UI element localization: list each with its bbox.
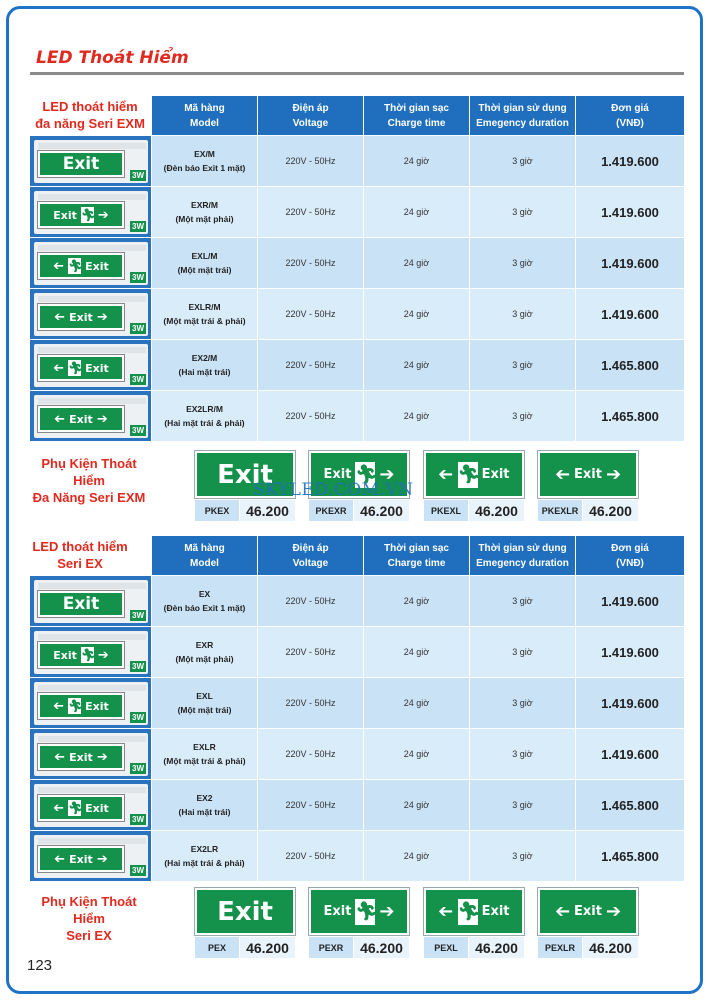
model-cell [151, 729, 257, 779]
arrow-left-icon: ➔ [53, 698, 65, 714]
exit-text: Exit [69, 412, 93, 426]
fixture-bar [38, 736, 146, 742]
accessory-code: PEX [195, 937, 239, 958]
running-man-icon: 🏃︎ [458, 462, 478, 488]
model-code: EXL/M [191, 251, 218, 261]
model-cell [151, 136, 257, 186]
exit-text: Exit [62, 594, 100, 614]
model-cell [151, 340, 257, 390]
product-thumbnail [34, 631, 148, 674]
product-image-cell [29, 831, 151, 881]
model-cell [151, 391, 257, 441]
arrow-right-icon: ➔ [96, 851, 108, 867]
table-row [29, 187, 684, 238]
exit-text: Exit [85, 699, 109, 713]
header-model [151, 96, 257, 135]
wattage-badge: 3W [132, 273, 144, 282]
model-desc: (Một mặt phải) [175, 654, 234, 664]
accessory-item [424, 451, 524, 521]
header-voltage-en: Voltage [292, 117, 329, 129]
running-man-icon: 🏃︎ [68, 801, 84, 815]
product-thumbnail [34, 140, 148, 183]
exit-sign [38, 744, 124, 770]
product-thumbnail [34, 191, 148, 234]
price-cell: 1.419.600 [575, 238, 684, 288]
price-cell: 1.465.800 [575, 831, 684, 881]
wattage-badge: 3W [132, 426, 144, 435]
model-desc: (Một mặt trái & phải) [163, 316, 246, 326]
product-thumbnail [34, 733, 148, 776]
accessory-code: PEXR [309, 937, 353, 958]
exit-text: Exit [574, 467, 602, 482]
accessories1-title-line1: Phụ Kiện Thoát Hiểm [41, 456, 137, 488]
table-row [29, 340, 684, 391]
header-price [575, 536, 684, 575]
exit-sign [38, 693, 124, 719]
exit-text: Exit [217, 896, 273, 927]
exit-text: Exit [53, 208, 77, 222]
running-man-icon: 🏃︎ [355, 462, 375, 488]
header-price-en: (VNĐ) [616, 557, 644, 569]
arrow-right-icon: ➔ [96, 749, 108, 765]
accessory-price: 46.200 [354, 937, 409, 958]
accessory-code: PEXLR [538, 937, 582, 958]
fixture-bar [38, 634, 146, 640]
table-row [29, 576, 684, 627]
accessory-code: PKEXLR [538, 500, 582, 521]
voltage-cell: 220V - 50Hz [257, 391, 363, 441]
header-duration [469, 96, 575, 135]
exit-text: Exit [69, 310, 93, 324]
exit-text: Exit [217, 459, 273, 490]
running-man-icon: 🏃︎ [355, 899, 375, 925]
arrow-right-icon: ➔ [379, 901, 395, 922]
accessory-code: PKEXR [309, 500, 353, 521]
exit-sign [38, 642, 124, 668]
header-model-en: Model [190, 117, 219, 129]
arrow-left-icon: ➔ [54, 749, 66, 765]
exit-text: Exit [85, 361, 109, 375]
header-duration-vi: Thời gian sử dụng [478, 102, 567, 114]
price-cell: 1.419.600 [575, 136, 684, 186]
model-desc: (Hai mặt trái) [178, 367, 231, 377]
header-price [575, 96, 684, 135]
accessory-item [424, 888, 524, 958]
running-man-icon: 🏃︎ [68, 259, 84, 273]
header-charge [363, 96, 469, 135]
exit-text: Exit [481, 467, 510, 482]
accessory-price: 46.200 [583, 500, 638, 521]
product-thumbnail [34, 835, 148, 878]
product-image-cell [29, 289, 151, 339]
wattage-badge: 3W [132, 611, 144, 620]
table-row [29, 627, 684, 678]
exit-sign [38, 795, 124, 821]
accessory-price: 46.200 [240, 937, 295, 958]
voltage-cell: 220V - 50Hz [257, 780, 363, 830]
exit-text: Exit [69, 852, 93, 866]
model-desc: (Hai mặt trái) [178, 807, 231, 817]
header-model-en: Model [190, 557, 219, 569]
header-charge [363, 536, 469, 575]
model-code: EX2LR/M [186, 404, 223, 414]
header-price-en: (VNĐ) [616, 117, 644, 129]
accessory-price: 46.200 [469, 500, 524, 521]
exit-text: Exit [53, 648, 77, 662]
model-code: EXLR/M [188, 302, 221, 312]
header-voltage-en: Voltage [292, 557, 329, 569]
arrow-left-icon: ➔ [53, 258, 65, 274]
fixture-bar [38, 245, 146, 251]
table-row [29, 678, 684, 729]
price-cell: 1.419.600 [575, 729, 684, 779]
duration-cell: 3 giờ [469, 136, 575, 186]
table-row [29, 831, 684, 882]
price-cell: 1.465.800 [575, 780, 684, 830]
charge-time-cell: 24 giờ [363, 340, 469, 390]
wattage-badge: 3W [132, 171, 144, 180]
table-row [29, 391, 684, 442]
voltage-cell: 220V - 50Hz [257, 831, 363, 881]
watermark: SKYLED.COM.VN [253, 480, 414, 500]
model-code: EX2 [196, 793, 213, 803]
accessories2-title-line1: Phụ Kiện Thoát Hiểm [41, 894, 137, 926]
product-image-cell [29, 780, 151, 830]
accessory-price: 46.200 [469, 937, 524, 958]
arrow-right-icon: ➔ [96, 309, 108, 325]
header-model [151, 536, 257, 575]
exit-text: Exit [481, 904, 510, 919]
charge-time-cell: 24 giờ [363, 831, 469, 881]
exit-sign [38, 253, 124, 279]
exit-sign [309, 888, 409, 935]
arrow-right-icon: ➔ [97, 207, 109, 223]
model-cell [151, 576, 257, 626]
model-code: EX2LR [190, 844, 219, 854]
voltage-cell: 220V - 50Hz [257, 187, 363, 237]
exit-sign [538, 888, 638, 935]
model-desc: (Đèn báo Exit 1 mặt) [163, 603, 246, 613]
arrow-right-icon: ➔ [605, 464, 622, 485]
header-charge-en: Charge time [387, 117, 446, 129]
model-desc: (Một mặt trái) [177, 265, 232, 275]
duration-cell: 3 giờ [469, 187, 575, 237]
exit-sign [38, 304, 124, 330]
fixture-bar [38, 685, 146, 691]
exit-sign [38, 355, 124, 381]
product-thumbnail [34, 242, 148, 285]
running-man-icon: 🏃︎ [80, 208, 97, 222]
header-voltage [257, 96, 363, 135]
arrow-left-icon: ➔ [54, 411, 66, 427]
fixture-bar [38, 143, 146, 149]
duration-cell: 3 giờ [469, 729, 575, 779]
model-cell [151, 627, 257, 677]
header-charge-vi: Thời gian sạc [384, 102, 449, 114]
charge-time-cell: 24 giờ [363, 627, 469, 677]
running-man-icon: 🏃︎ [458, 899, 478, 925]
product-thumbnail [34, 682, 148, 725]
table-row [29, 289, 684, 340]
table-header [29, 536, 684, 575]
model-code: EX [198, 589, 211, 599]
model-code: EX/M [194, 149, 215, 159]
duration-cell: 3 giờ [469, 340, 575, 390]
charge-time-cell: 24 giờ [363, 729, 469, 779]
voltage-cell: 220V - 50Hz [257, 238, 363, 288]
fixture-bar [38, 398, 146, 404]
exit-sign [38, 202, 124, 228]
exit-text: Exit [323, 467, 352, 482]
accessory-price: 46.200 [240, 500, 295, 521]
charge-time-cell: 24 giờ [363, 678, 469, 728]
accessory-item [309, 888, 409, 958]
model-code: EXL [196, 691, 213, 701]
fixture-bar [38, 296, 146, 302]
voltage-cell: 220V - 50Hz [257, 576, 363, 626]
model-desc: (Một mặt phải) [175, 214, 234, 224]
model-cell [151, 831, 257, 881]
duration-cell: 3 giờ [469, 831, 575, 881]
model-code: EXR [195, 640, 214, 650]
price-cell: 1.419.600 [575, 289, 684, 339]
arrow-left-icon: ➔ [54, 851, 66, 867]
fixture-bar [38, 347, 146, 353]
product-image-cell [29, 576, 151, 626]
product-thumbnail [34, 784, 148, 827]
charge-time-cell: 24 giờ [363, 187, 469, 237]
price-cell: 1.465.800 [575, 340, 684, 390]
header-duration-en: Emegency duration [476, 557, 569, 569]
wattage-badge: 3W [132, 324, 144, 333]
running-man-icon: 🏃︎ [68, 361, 84, 375]
header-model-vi: Mã hàng [184, 542, 225, 554]
table-row [29, 729, 684, 780]
model-code: EXLR [193, 742, 216, 752]
arrow-right-icon: ➔ [379, 464, 395, 485]
fixture-bar [38, 787, 146, 793]
charge-time-cell: 24 giờ [363, 780, 469, 830]
wattage-badge: 3W [132, 713, 144, 722]
section2-title-line1: LED thoát hiểm [32, 539, 128, 554]
header-voltage [257, 536, 363, 575]
product-thumbnail [34, 293, 148, 336]
exit-sign [38, 406, 124, 432]
charge-time-cell: 24 giờ [363, 576, 469, 626]
header-price-vi: Đơn giá [611, 102, 649, 114]
charge-time-cell: 24 giờ [363, 238, 469, 288]
model-cell [151, 780, 257, 830]
model-code: EXR/M [191, 200, 218, 210]
header-price-vi: Đơn giá [611, 542, 649, 554]
wattage-badge: 3W [132, 866, 144, 875]
product-thumbnail [34, 395, 148, 438]
header-charge-en: Charge time [387, 557, 446, 569]
price-cell: 1.419.600 [575, 187, 684, 237]
accessory-item [538, 888, 638, 958]
arrow-left-icon: ➔ [554, 464, 571, 485]
arrow-left-icon: ➔ [554, 901, 571, 922]
page-title: LED Thoát Hiểm [36, 48, 189, 68]
fixture-bar [38, 194, 146, 200]
wattage-badge: 3W [132, 662, 144, 671]
model-cell [151, 238, 257, 288]
duration-cell: 3 giờ [469, 576, 575, 626]
fixture-bar [38, 583, 146, 589]
accessories1-title-line2: Đa Năng Seri EXM [32, 490, 146, 505]
accessory-item [195, 888, 295, 958]
page-number: 123 [27, 957, 53, 974]
table-row [29, 780, 684, 831]
arrow-left-icon: ➔ [438, 464, 454, 485]
accessory-code: PEXL [424, 937, 468, 958]
arrow-right-icon: ➔ [96, 411, 108, 427]
header-duration [469, 536, 575, 575]
table-row [29, 136, 684, 187]
charge-time-cell: 24 giờ [363, 136, 469, 186]
product-thumbnail [34, 580, 148, 623]
header-voltage-vi: Điện áp [292, 102, 329, 114]
voltage-cell: 220V - 50Hz [257, 136, 363, 186]
table-row [29, 238, 684, 289]
duration-cell: 3 giờ [469, 627, 575, 677]
model-code: EX2/M [191, 353, 218, 363]
voltage-cell: 220V - 50Hz [257, 729, 363, 779]
exit-sign [38, 591, 124, 617]
exit-text: Exit [574, 904, 602, 919]
wattage-badge: 3W [132, 815, 144, 824]
voltage-cell: 220V - 50Hz [257, 627, 363, 677]
wattage-badge: 3W [132, 764, 144, 773]
header-voltage-vi: Điện áp [292, 542, 329, 554]
charge-time-cell: 24 giờ [363, 289, 469, 339]
arrow-left-icon: ➔ [54, 309, 66, 325]
model-desc: (Một mặt trái) [177, 705, 232, 715]
accessories1-title [30, 455, 148, 506]
model-cell [151, 678, 257, 728]
arrow-left-icon: ➔ [53, 800, 65, 816]
price-cell: 1.419.600 [575, 576, 684, 626]
running-man-icon: 🏃︎ [68, 699, 84, 713]
product-image-cell [29, 678, 151, 728]
section2-title-line2: Seri EX [57, 556, 103, 571]
header-duration-vi: Thời gian sử dụng [478, 542, 567, 554]
table-header [29, 96, 684, 135]
accessory-price: 46.200 [354, 500, 409, 521]
exit-sign [38, 151, 124, 177]
arrow-right-icon: ➔ [605, 901, 622, 922]
product-image-cell [29, 136, 151, 186]
exit-text: Exit [323, 904, 352, 919]
exit-sign [195, 888, 295, 935]
accessories2-title-line2: Seri EX [66, 928, 112, 943]
voltage-cell: 220V - 50Hz [257, 340, 363, 390]
duration-cell: 3 giờ [469, 289, 575, 339]
duration-cell: 3 giờ [469, 391, 575, 441]
model-desc: (Hai mặt trái & phải) [164, 418, 245, 428]
duration-cell: 3 giờ [469, 238, 575, 288]
running-man-icon: 🏃︎ [80, 648, 97, 662]
wattage-badge: 3W [132, 222, 144, 231]
product-image-cell [29, 187, 151, 237]
model-cell [151, 187, 257, 237]
exit-sign [424, 451, 524, 498]
price-cell: 1.465.800 [575, 391, 684, 441]
arrow-left-icon: ➔ [53, 360, 65, 376]
duration-cell: 3 giờ [469, 678, 575, 728]
product-image-cell [29, 627, 151, 677]
wattage-badge: 3W [132, 375, 144, 384]
exit-text: Exit [62, 154, 100, 174]
exit-sign [38, 846, 124, 872]
model-cell [151, 289, 257, 339]
fixture-bar [38, 838, 146, 844]
title-divider [30, 72, 684, 75]
section1-title-line2: đa năng Seri EXM [35, 116, 145, 131]
product-image-cell [29, 729, 151, 779]
arrow-left-icon: ➔ [438, 901, 454, 922]
model-desc: (Đèn báo Exit 1 mặt) [163, 163, 246, 173]
model-desc: (Hai mặt trái & phải) [164, 858, 245, 868]
header-duration-en: Emegency duration [476, 117, 569, 129]
exit-sign [538, 451, 638, 498]
voltage-cell: 220V - 50Hz [257, 678, 363, 728]
model-desc: (Một mặt trái & phải) [163, 756, 246, 766]
product-image-cell [29, 391, 151, 441]
exit-text: Exit [85, 259, 109, 273]
header-charge-vi: Thời gian sạc [384, 542, 449, 554]
charge-time-cell: 24 giờ [363, 391, 469, 441]
accessory-item [538, 451, 638, 521]
exit-sign [424, 888, 524, 935]
header-model-vi: Mã hàng [184, 102, 225, 114]
product-image-cell [29, 340, 151, 390]
duration-cell: 3 giờ [469, 780, 575, 830]
product-thumbnail [34, 344, 148, 387]
exit-text: Exit [69, 750, 93, 764]
accessories2-title [30, 893, 148, 944]
price-cell: 1.419.600 [575, 627, 684, 677]
voltage-cell: 220V - 50Hz [257, 289, 363, 339]
price-cell: 1.419.600 [575, 678, 684, 728]
product-image-cell [29, 238, 151, 288]
accessory-code: PKEXL [424, 500, 468, 521]
exit-text: Exit [85, 801, 109, 815]
accessory-price: 46.200 [583, 937, 638, 958]
accessory-code: PKEX [195, 500, 239, 521]
arrow-right-icon: ➔ [97, 647, 109, 663]
section1-title-line1: LED thoát hiểm [42, 99, 138, 114]
